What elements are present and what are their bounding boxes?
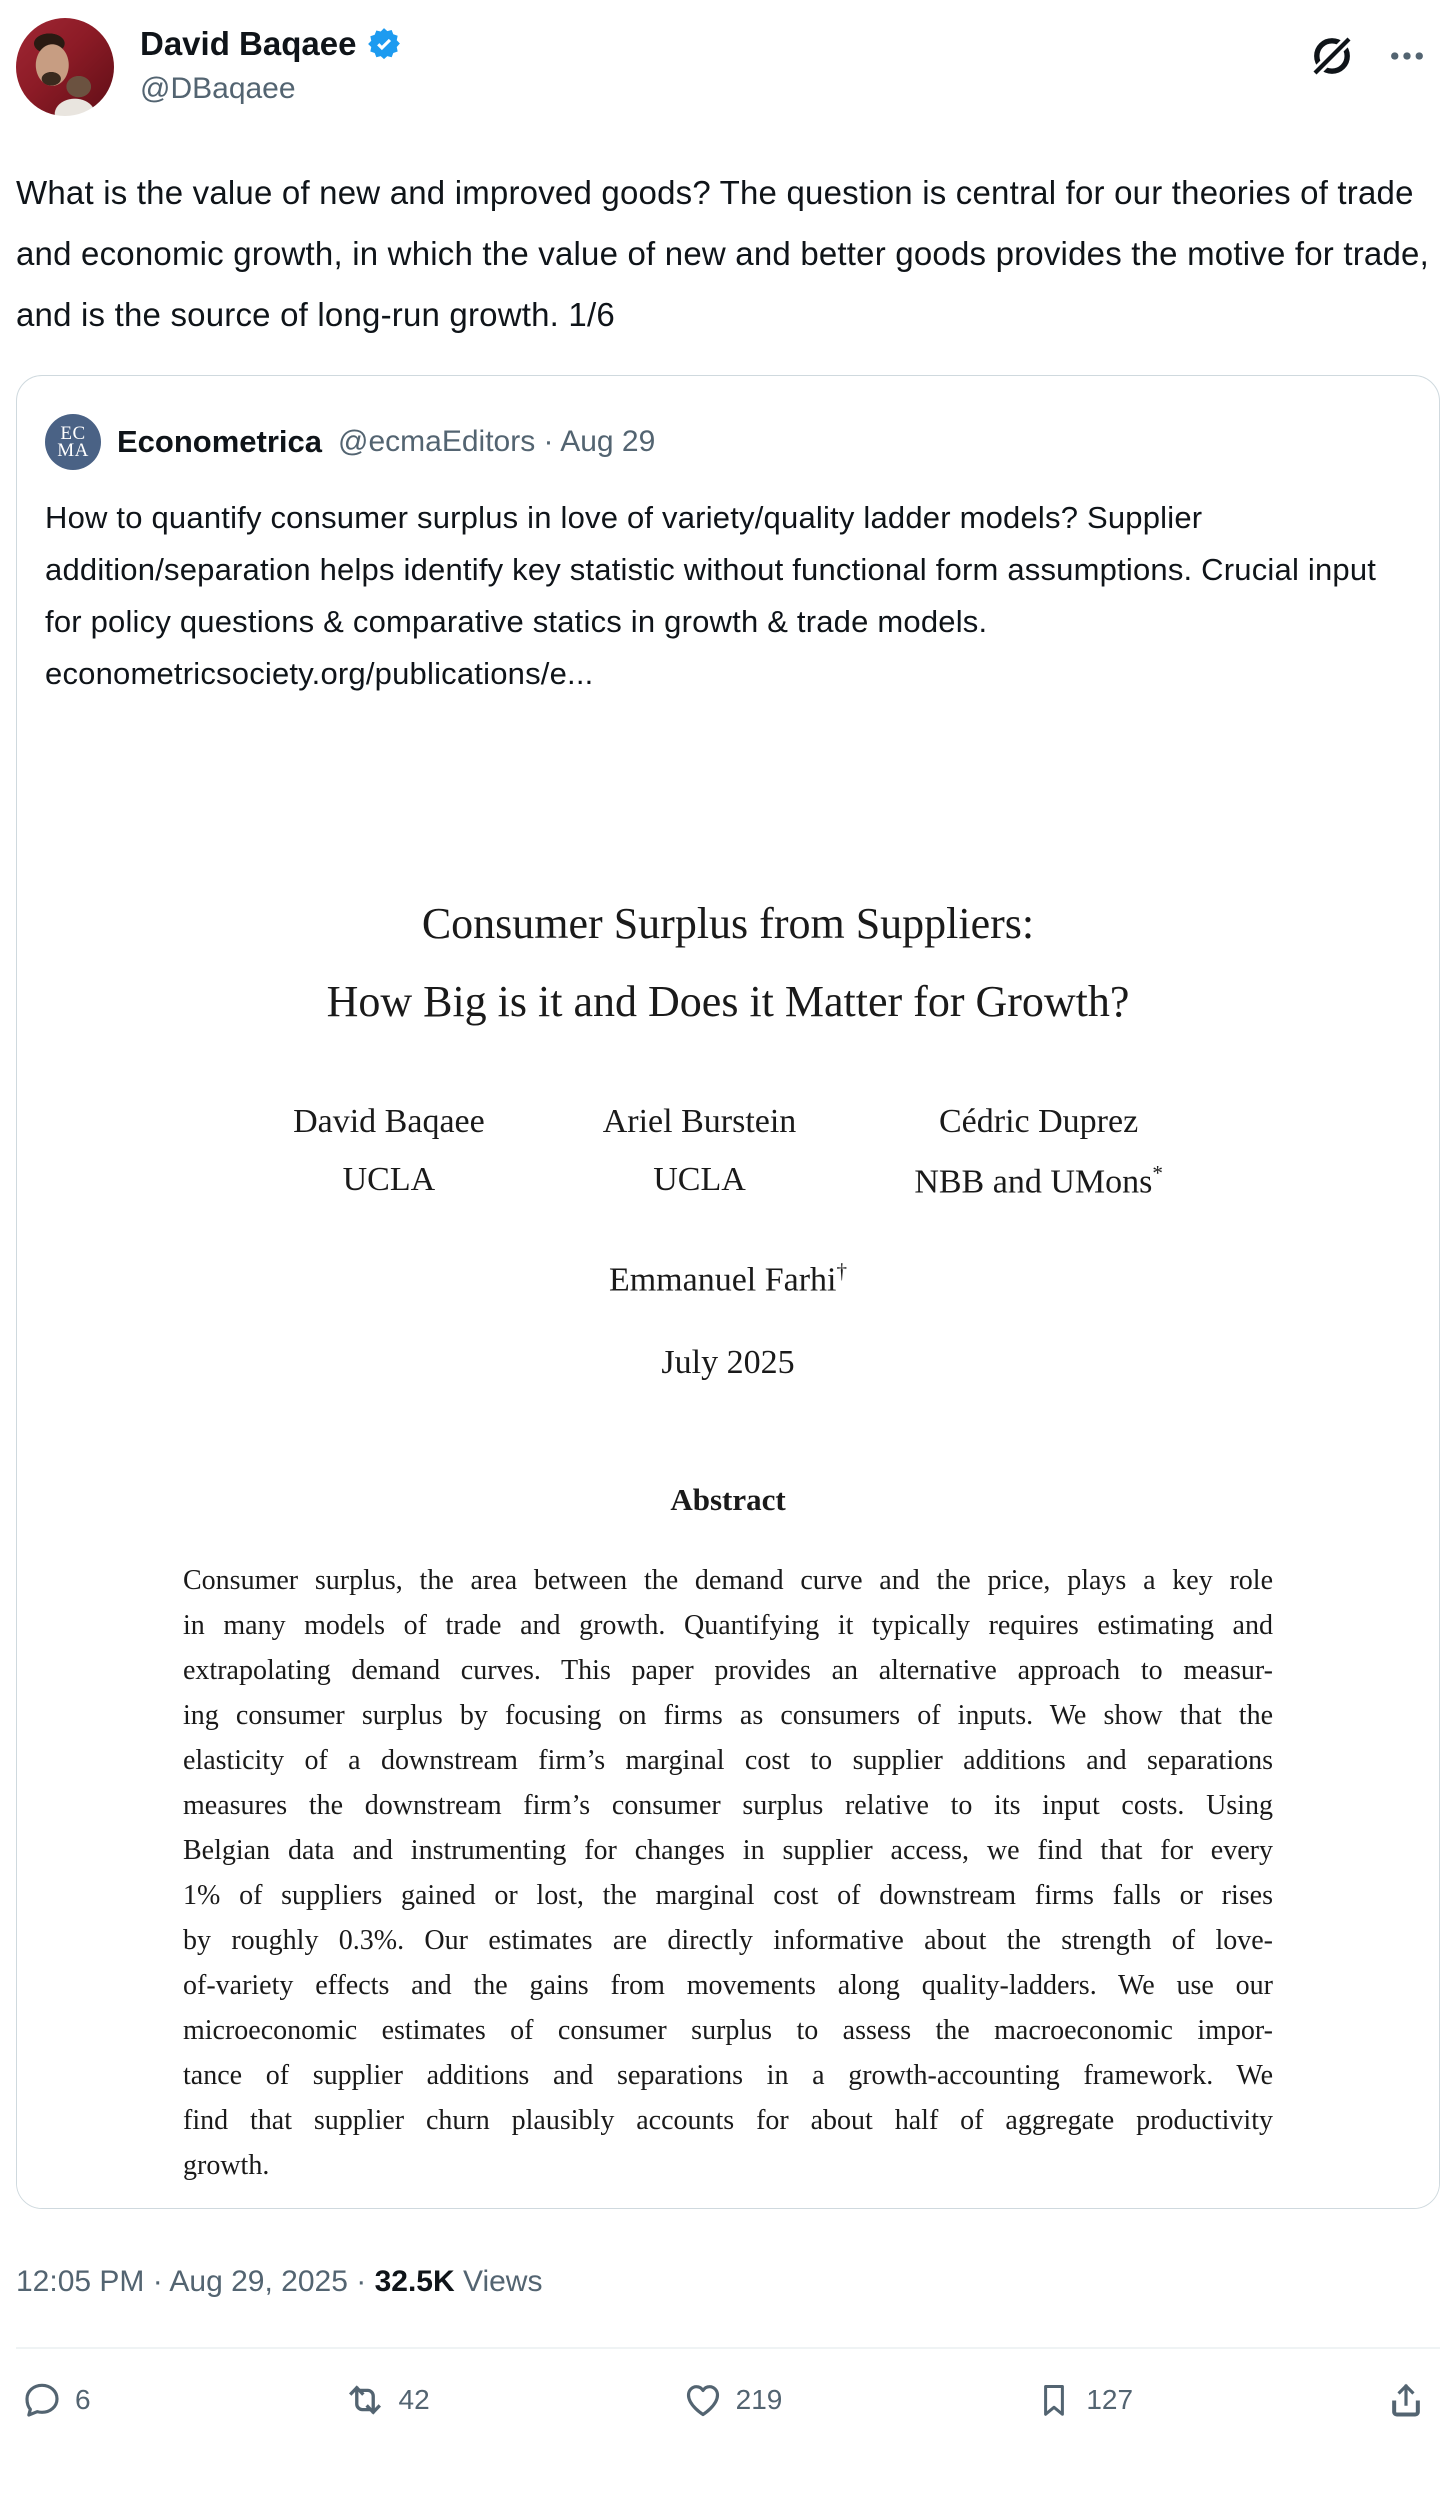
tweet-meta-row: 12:05 PM · Aug 29, 2025 · 32.5K Views — [16, 2264, 543, 2298]
abstract-line: tance of supplier additions and separations in a growth-accounting framework. We — [183, 2059, 1273, 2091]
quoted-tweet-card[interactable] — [16, 375, 1440, 2209]
abstract-line: 1% of suppliers gained or lost, the marginal cost of downstream firms falls or rises — [183, 1879, 1273, 1911]
display-name[interactable]: David Baqaee — [140, 25, 357, 62]
views-label: Views — [454, 2264, 543, 2298]
paper-image[interactable] — [17, 700, 1439, 2208]
ecma-logo-line: MA — [57, 440, 89, 461]
paper-abstract — [183, 1558, 1273, 2188]
paper-title: Consumer Surplus from Suppliers: How Big is it and Does it Matter for Growth? — [326, 899, 1130, 1026]
repost-count: 42 — [398, 2383, 430, 2415]
bookmark-count: 127 — [1086, 2383, 1134, 2415]
verified-badge-icon — [366, 26, 402, 62]
abstract-line: measures the downstream firm’s consumer surplus relative to its input costs. Using — [183, 1789, 1273, 1821]
repost-button[interactable] — [344, 2379, 430, 2421]
paper-author: Cédric Duprez NBB and UMons* — [914, 1103, 1163, 1201]
paper-authors-row — [17, 1103, 1439, 1201]
abstract-line: microeconomic estimates of consumer surplus to assess the macroeconomic impor- — [183, 2014, 1273, 2046]
action-bar — [16, 2349, 1440, 2421]
tweet-text: What is the value of new and improved goods? The question is central for our theories of trade and economic growth, in which the value of new and better goods provides the motive for trade, and is the source of long-run growth. 1/6 — [16, 174, 1429, 333]
quoted-tweet-header — [17, 376, 1439, 470]
reply-count: 6 — [75, 2383, 91, 2415]
abstract-line: Belgian data and instrumenting for changes in supplier access, we find that for every — [183, 1834, 1273, 1866]
author-handle[interactable]: @DBaqaee — [140, 71, 296, 105]
quoted-tweet-text: How to quantify consumer surplus in love of variety/quality ladder models? Supplier addition/separation helps identify key statistic without functional form assumptions. Crucial input for policy questions & comparative statics in growth & trade models. econometricsociety.org/publications/e... — [45, 500, 1377, 691]
paper-abstract-heading: Abstract — [670, 1481, 786, 1517]
abstract-line: extrapolating demand curves. This paper provides an alternative approach to measur- — [183, 1654, 1273, 1686]
reply-button[interactable] — [22, 2380, 91, 2420]
bookmark-button[interactable] — [1035, 2381, 1133, 2419]
abstract-line: Consumer surplus, the area between the demand curve and the price, plays a key role — [183, 1564, 1273, 1596]
timestamp: 12:05 PM · Aug 29, 2025 — [16, 2264, 348, 2298]
quoted-author-name[interactable]: Econometrica — [117, 424, 323, 459]
abstract-line: elasticity of a downstream firm’s marginal cost to supplier additions and separations — [183, 1744, 1273, 1776]
paper-author: Emmanuel Farhi† — [608, 1259, 848, 1299]
like-button[interactable] — [683, 2380, 783, 2420]
paper-date: July 2025 — [661, 1343, 795, 1381]
grok-icon[interactable] — [1308, 32, 1356, 80]
like-icon — [683, 2380, 723, 2420]
like-count: 219 — [735, 2383, 783, 2415]
econometrica-avatar[interactable] — [45, 414, 101, 470]
quoted-author-meta: @ecmaEditors · Aug 29 — [338, 425, 656, 458]
bookmark-icon — [1035, 2381, 1073, 2419]
repost-icon — [344, 2379, 386, 2421]
ecma-logo-line: EC — [60, 423, 86, 444]
abstract-line: in many models of trade and growth. Quantifying it typically requires estimating and — [183, 1609, 1273, 1641]
paper-author: Ariel Burstein UCLA — [602, 1103, 797, 1198]
tweet-header — [16, 0, 1440, 116]
views-count: 32.5K — [374, 2264, 455, 2298]
share-icon — [1386, 2380, 1426, 2420]
share-button[interactable] — [1386, 2380, 1426, 2420]
abstract-line: of-variety effects and the gains from movements along quality-ladders. We use our — [183, 1969, 1273, 2001]
avatar[interactable] — [16, 18, 114, 116]
more-icon[interactable] — [1386, 35, 1428, 77]
author-identity — [140, 18, 402, 106]
reply-icon — [22, 2380, 62, 2420]
abstract-line: growth. — [183, 2149, 270, 2181]
abstract-line: ing consumer surplus by focusing on firms as consumers of inputs. We show that the — [183, 1699, 1273, 1731]
paper-author: David Baqaee UCLA — [293, 1103, 485, 1198]
abstract-line: by roughly 0.3%. Our estimates are directly informative about the strength of love- — [183, 1924, 1273, 1956]
abstract-line: find that supplier churn plausibly accounts for about half of aggregate productivity — [183, 2104, 1273, 2136]
